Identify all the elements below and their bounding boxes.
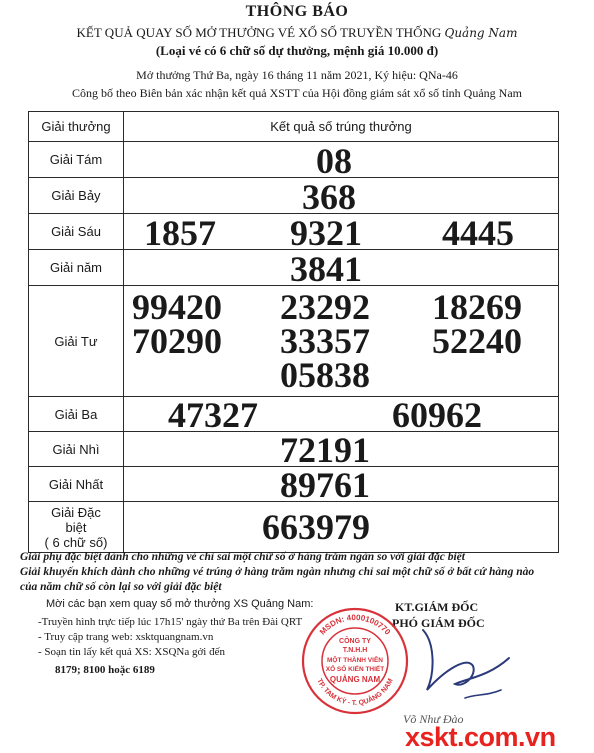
result-cell [124, 465, 559, 505]
sms-numbers: 8179; 8100 hoặc 6189 [55, 664, 155, 676]
result-number: 1857 [144, 213, 216, 253]
table-row [29, 214, 559, 250]
rule-line: Giải khuyến khích dành cho những vé trúng ở hàng trăm ngàn nhưng chỉ sai một chữ số ở bất cứ hàng nào [20, 566, 535, 578]
prize-label-line: ( 6 chữ số) [44, 534, 108, 550]
result-number: 70290 [132, 321, 222, 361]
results-table [28, 111, 559, 553]
result-number: 72191 [280, 430, 370, 470]
header-prize: Giải thưởng [29, 112, 124, 142]
prize-label: Giải Tư [29, 286, 124, 397]
rule-line: Giải phụ đặc biệt dành cho những vé chỉ sai một chữ số ở hàng trăm ngàn so với giải đặc biệt [20, 551, 465, 563]
stamp-line: QUẢNG NAM [329, 675, 381, 684]
rule-line: của năm chữ số còn lại so với giải đặc biệt [20, 581, 222, 593]
ticket-info: (Loại vé có 6 chữ số dự thưởng, mệnh giá 10.000 đ) [155, 43, 439, 58]
stamp-line: XỔ SỐ KIẾN THIẾT [325, 666, 385, 673]
table-row [29, 397, 559, 432]
result-number: 60962 [392, 395, 482, 435]
stamp-line: T.N.H.H [342, 647, 368, 654]
prize-label: Giải Bảy [29, 178, 124, 214]
result-number: 89761 [280, 465, 370, 505]
table-row [29, 432, 559, 467]
result-number: 52240 [432, 321, 522, 361]
result-cell [124, 177, 559, 217]
invite-text: Mời các bạn xem quay số mở thưởng XS Quảng Nam: [46, 598, 314, 610]
result-cell [124, 430, 559, 470]
special-prize-number: 663979 [262, 507, 370, 547]
result-cell [124, 286, 559, 397]
stamp-place: TP. TAM KỲ - T. QUẢNG NAM [315, 677, 395, 708]
header-result: Kết quả số trúng thưởng [124, 112, 559, 142]
prize-label: Giải Nhì [29, 432, 124, 467]
result-number: 3841 [290, 249, 362, 289]
table-row [29, 467, 559, 502]
sms-info: - Soạn tin lấy kết quả XS: XSQNa gởi đến [38, 646, 225, 658]
result-cell [124, 249, 559, 289]
prize-label-special [29, 502, 124, 553]
result-number: 05838 [280, 355, 370, 395]
site-watermark-logo: xskt.com.vn [405, 722, 556, 752]
table-row [29, 286, 559, 397]
notice-subtitle [0, 25, 594, 41]
subtitle-main: KẾT QUẢ QUAY SỐ MỞ THƯỞNG VÉ XỔ SỐ TRUYỀN THỐNG [76, 25, 442, 40]
subtitle-province: Quảng Nam [444, 26, 518, 40]
signature-role: PHÓ GIÁM ĐỐC [392, 616, 485, 630]
web-info: - Truy cập trang web: xsktquangnam.vn [38, 631, 214, 643]
prize-label-line: biệt [65, 519, 87, 535]
table-row [29, 178, 559, 214]
result-number: 23292 [280, 287, 370, 327]
company-stamp [300, 606, 410, 716]
prize-label: Giải Tám [29, 142, 124, 178]
result-number: 08 [316, 141, 352, 181]
result-number: 47327 [168, 395, 258, 435]
signature-mark [405, 618, 515, 713]
prize-label: Giải Ba [29, 397, 124, 432]
result-number: 368 [302, 177, 356, 217]
result-number: 18269 [432, 287, 522, 327]
live-info: -Truyền hình trực tiếp lúc 17h15' ngày thứ Ba trên Đài QRT [38, 616, 303, 628]
draw-info: Mở thưởng Thứ Ba, ngày 16 tháng 11 năm 2021, Ký hiệu: QNa-46 [136, 68, 458, 82]
result-cell [124, 395, 559, 435]
table-row [29, 502, 559, 553]
result-cell [124, 502, 559, 553]
result-number: 4445 [442, 213, 514, 253]
table-row [29, 142, 559, 178]
prize-label: Giải năm [29, 250, 124, 286]
table-row [29, 250, 559, 286]
signer-name: Võ Như Đào [403, 712, 464, 726]
stamp-line: MỘT THÀNH VIÊN [327, 657, 383, 664]
result-cell [124, 213, 559, 253]
result-number: 99420 [132, 287, 222, 327]
prize-label-line: Giải Đặc [51, 504, 101, 520]
signature-role: KT.GIÁM ĐỐC [395, 600, 479, 614]
stamp-line: CÔNG TY [339, 638, 371, 645]
result-cell [124, 141, 559, 181]
stamp-code: MSDN: 4000100770 [317, 612, 393, 637]
prize-label: Giải Sáu [29, 214, 124, 250]
table-header-row [29, 112, 559, 142]
prize-label: Giải Nhất [29, 467, 124, 502]
announcement: Công bố theo Biên bản xác nhận kết quả XSTT của Hội đồng giám sát xổ số tỉnh Quảng Nam [71, 86, 523, 100]
result-number: 9321 [290, 213, 362, 253]
result-number: 33357 [280, 321, 370, 361]
notice-title: THÔNG BÁO [245, 3, 349, 20]
